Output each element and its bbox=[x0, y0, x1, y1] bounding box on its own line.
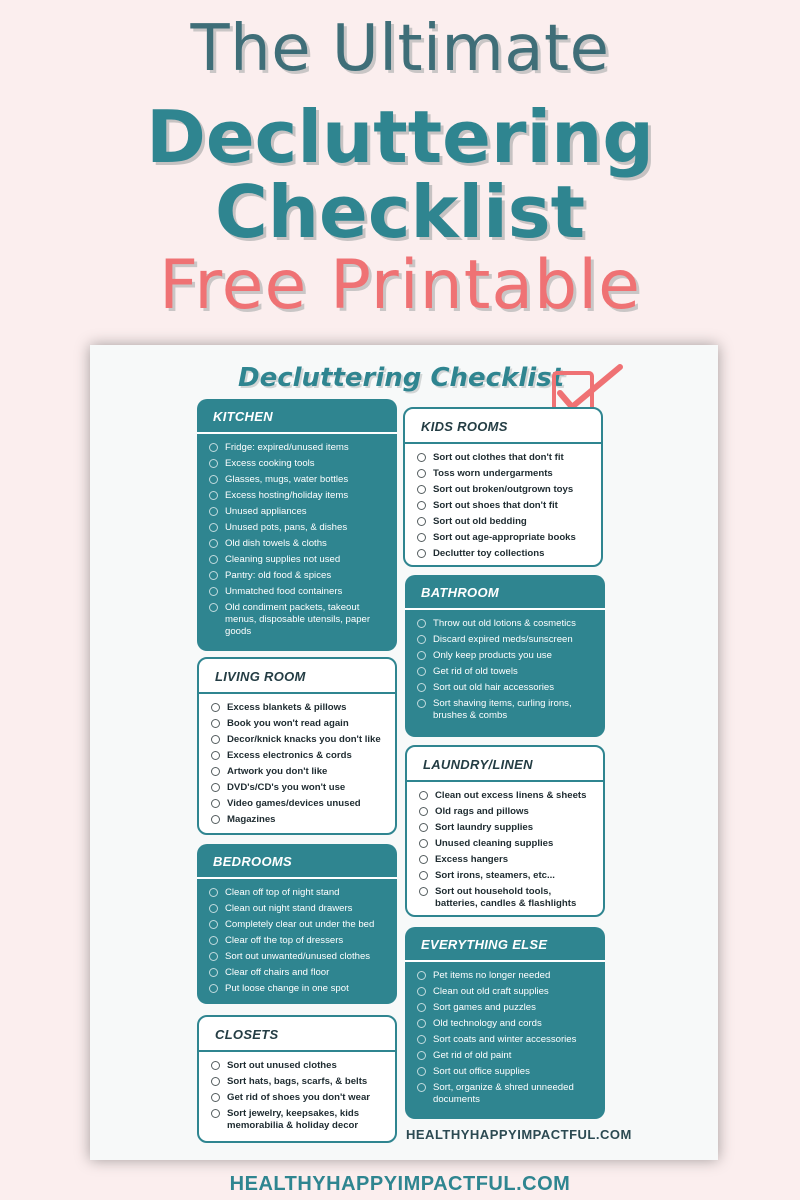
section-laundry-linen bbox=[405, 745, 605, 917]
checklist-item-label: Sort out household tools, batteries, candles & flashlights bbox=[435, 886, 577, 909]
checkbox[interactable] bbox=[417, 1019, 426, 1028]
checkbox[interactable] bbox=[211, 1093, 220, 1102]
checklist bbox=[199, 694, 395, 826]
section-everything-else bbox=[405, 927, 605, 1119]
checkbox[interactable] bbox=[211, 1109, 220, 1118]
checkbox[interactable] bbox=[417, 1003, 426, 1012]
section-heading: KIDS ROOMS bbox=[405, 409, 601, 444]
checklist-item bbox=[417, 516, 593, 528]
checklist-item bbox=[209, 554, 389, 566]
checklist-item bbox=[417, 698, 597, 722]
checkbox[interactable] bbox=[211, 799, 220, 808]
checklist-item-label: Unused appliances bbox=[225, 506, 307, 517]
checklist-item bbox=[209, 474, 389, 486]
checklist-item-label: Old technology and cords bbox=[433, 1018, 542, 1029]
checkbox[interactable] bbox=[419, 887, 428, 896]
checkbox[interactable] bbox=[209, 984, 218, 993]
checkbox[interactable] bbox=[417, 485, 426, 494]
checklist-item-label: Sort out unused clothes bbox=[227, 1060, 337, 1071]
checkbox[interactable] bbox=[419, 823, 428, 832]
checklist-item-label: Unused cleaning supplies bbox=[435, 838, 554, 849]
checklist-item-label: Clean off top of night stand bbox=[225, 887, 340, 898]
checklist-item bbox=[211, 750, 387, 762]
checklist-item bbox=[209, 522, 389, 534]
checklist bbox=[197, 879, 397, 995]
section-kitchen bbox=[197, 399, 397, 651]
checkbox[interactable] bbox=[417, 619, 426, 628]
checkbox[interactable] bbox=[417, 635, 426, 644]
checklist-item bbox=[209, 967, 389, 979]
checklist-item-label: Magazines bbox=[227, 814, 276, 825]
checkbox[interactable] bbox=[419, 807, 428, 816]
checkbox[interactable] bbox=[211, 751, 220, 760]
checklist-item-label: Sort laundry supplies bbox=[435, 822, 534, 833]
checklist bbox=[197, 434, 397, 638]
checklist-item bbox=[417, 1034, 597, 1046]
checkbox[interactable] bbox=[417, 1035, 426, 1044]
checklist-item-label: Get rid of old paint bbox=[433, 1050, 512, 1061]
checklist bbox=[405, 962, 605, 1106]
checkbox[interactable] bbox=[417, 469, 426, 478]
checkbox[interactable] bbox=[209, 475, 218, 484]
checkbox[interactable] bbox=[417, 533, 426, 542]
section-living-room bbox=[197, 657, 397, 835]
checklist-item bbox=[211, 734, 387, 746]
checkbox[interactable] bbox=[417, 667, 426, 676]
checklist-item-label: Sort out age-appropriate books bbox=[433, 532, 576, 543]
checklist-item-label: Sort shaving items, curling irons, brushes & combs bbox=[433, 698, 572, 721]
title-line-3: Checklist bbox=[214, 170, 586, 254]
checkbox[interactable] bbox=[417, 987, 426, 996]
checklist-item-label: Toss worn undergarments bbox=[433, 468, 553, 479]
checklist-item bbox=[209, 951, 389, 963]
checklist-item-label: Clear off chairs and floor bbox=[225, 967, 330, 978]
checkbox[interactable] bbox=[417, 453, 426, 462]
checklist-item-label: Fridge: expired/unused items bbox=[225, 442, 349, 453]
checklist-item-label: Sort games and puzzles bbox=[433, 1002, 536, 1013]
checklist-item-label: Clean out excess linens & sheets bbox=[435, 790, 587, 801]
section-bathroom bbox=[405, 575, 605, 737]
checklist-item bbox=[419, 806, 595, 818]
checkbox[interactable] bbox=[417, 683, 426, 692]
checkbox[interactable] bbox=[417, 971, 426, 980]
checklist-item-label: Completely clear out under the bed bbox=[225, 919, 375, 930]
checkbox[interactable] bbox=[209, 491, 218, 500]
checkbox[interactable] bbox=[417, 1083, 426, 1092]
checklist-item-label: Discard expired meds/sunscreen bbox=[433, 634, 573, 645]
sheet-footer-url: HEALTHYHAPPYIMPACTFUL.COM bbox=[406, 1127, 632, 1142]
checkbox[interactable] bbox=[417, 1051, 426, 1060]
checklist-item bbox=[209, 490, 389, 502]
checkbox[interactable] bbox=[417, 501, 426, 510]
checkbox[interactable] bbox=[209, 523, 218, 532]
checklist-item bbox=[417, 682, 597, 694]
checklist-item bbox=[211, 766, 387, 778]
checklist-item bbox=[417, 1082, 597, 1106]
section-heading: BATHROOM bbox=[405, 575, 605, 610]
title-line-4: Free Printable bbox=[159, 246, 641, 325]
checklist bbox=[405, 610, 605, 722]
checklist-item bbox=[209, 538, 389, 550]
section-heading: BEDROOMS bbox=[197, 844, 397, 879]
checklist-item-label: Artwork you don't like bbox=[227, 766, 328, 777]
checkbox[interactable] bbox=[209, 603, 218, 612]
title-line-2: Decluttering bbox=[146, 95, 654, 179]
checklist-item-label: Excess hangers bbox=[435, 854, 509, 865]
checkbox[interactable] bbox=[211, 815, 220, 824]
checkbox[interactable] bbox=[417, 549, 426, 558]
checkbox[interactable] bbox=[209, 459, 218, 468]
checklist-item-label: Old dish towels & cloths bbox=[225, 538, 327, 549]
checklist-item bbox=[419, 822, 595, 834]
checkbox[interactable] bbox=[209, 888, 218, 897]
checkbox[interactable] bbox=[211, 1061, 220, 1070]
checklist-item bbox=[417, 1018, 597, 1030]
checklist-item bbox=[417, 1066, 597, 1078]
section-heading: CLOSETS bbox=[199, 1017, 395, 1052]
checklist-item bbox=[417, 986, 597, 998]
checklist-item bbox=[209, 570, 389, 582]
checklist-item bbox=[209, 919, 389, 931]
checklist-sheet bbox=[90, 345, 718, 1160]
checklist-item bbox=[211, 1060, 387, 1072]
checklist-item bbox=[417, 500, 593, 512]
checklist-item bbox=[211, 1076, 387, 1088]
checklist-item-label: Put loose change in one spot bbox=[225, 983, 349, 994]
checklist-item-label: Excess hosting/holiday items bbox=[225, 490, 349, 501]
checklist-item bbox=[417, 1050, 597, 1062]
checklist-item bbox=[417, 548, 593, 560]
checklist-item bbox=[209, 983, 389, 995]
checkbox[interactable] bbox=[209, 920, 218, 929]
checklist-item-label: Sort irons, steamers, etc... bbox=[435, 870, 555, 881]
checklist-item-label: Sort, organize & shred unneeded documents bbox=[433, 1082, 574, 1105]
checklist-item bbox=[209, 887, 389, 899]
checkbox[interactable] bbox=[209, 904, 218, 913]
checklist-item bbox=[419, 870, 595, 882]
checklist-item bbox=[209, 903, 389, 915]
checkbox[interactable] bbox=[419, 791, 428, 800]
checkbox[interactable] bbox=[209, 571, 218, 580]
checklist-item-label: Pantry: old food & spices bbox=[225, 570, 332, 581]
checkbox[interactable] bbox=[209, 968, 218, 977]
checklist-item bbox=[211, 718, 387, 730]
checklist-item bbox=[417, 1002, 597, 1014]
checklist-item-label: Old condiment packets, takeout menus, disposable utensils, paper goods bbox=[225, 602, 371, 637]
checklist-item bbox=[417, 484, 593, 496]
checkbox[interactable] bbox=[211, 719, 220, 728]
checklist-item bbox=[209, 442, 389, 454]
checkbox[interactable] bbox=[211, 783, 220, 792]
title-line-1: The Ultimate bbox=[190, 12, 610, 86]
checklist-item-label: Cleaning supplies not used bbox=[225, 554, 341, 565]
checklist-item bbox=[211, 1108, 387, 1132]
checkbox[interactable] bbox=[211, 1077, 220, 1086]
checklist-item bbox=[209, 458, 389, 470]
checklist-item bbox=[419, 854, 595, 866]
checklist-item-label: Sort coats and winter accessories bbox=[433, 1034, 577, 1045]
checklist-item bbox=[417, 532, 593, 544]
checklist-item-label: Sort out office supplies bbox=[433, 1066, 530, 1077]
checklist-item-label: Decor/knick knacks you don't like bbox=[227, 734, 381, 745]
checkbox[interactable] bbox=[417, 1067, 426, 1076]
checklist-item-label: Sort jewelry, keepsakes, kids memorabilia & holiday decor bbox=[227, 1108, 360, 1131]
checklist-item-label: Sort out old bedding bbox=[433, 516, 527, 527]
checklist-item bbox=[211, 1092, 387, 1104]
section-heading: LIVING ROOM bbox=[199, 659, 395, 694]
footer-url: HEALTHYHAPPYIMPACTFUL.COM bbox=[229, 1173, 571, 1195]
checklist-item bbox=[209, 935, 389, 947]
checklist-item-label: Only keep products you use bbox=[433, 650, 552, 661]
section-closets bbox=[197, 1015, 397, 1143]
checklist-item-label: Excess cooking tools bbox=[225, 458, 315, 469]
checkbox[interactable] bbox=[209, 555, 218, 564]
checklist bbox=[407, 782, 603, 910]
checkbox[interactable] bbox=[209, 587, 218, 596]
checkbox[interactable] bbox=[417, 651, 426, 660]
checkbox[interactable] bbox=[419, 871, 428, 880]
checklist-item bbox=[417, 618, 597, 630]
checklist-item-label: Book you won't read again bbox=[227, 718, 349, 729]
checklist-item-label: Glasses, mugs, water bottles bbox=[225, 474, 349, 485]
checklist-item-label: Excess blankets & pillows bbox=[227, 702, 347, 713]
checklist-item bbox=[211, 798, 387, 810]
section-heading: KITCHEN bbox=[197, 399, 397, 434]
checklist-item-label: Old rags and pillows bbox=[435, 806, 529, 817]
checkbox[interactable] bbox=[209, 936, 218, 945]
checklist-item bbox=[417, 468, 593, 480]
checklist-item-label: Clean out old craft supplies bbox=[433, 986, 549, 997]
checklist-item-label: Sort out broken/outgrown toys bbox=[433, 484, 574, 495]
section-heading: LAUNDRY/LINEN bbox=[407, 747, 603, 782]
checklist-item bbox=[417, 452, 593, 464]
checklist-item bbox=[209, 602, 389, 638]
checklist-item-label: Video games/devices unused bbox=[227, 798, 361, 809]
checklist bbox=[199, 1052, 395, 1132]
checklist-item bbox=[419, 790, 595, 802]
checklist-item bbox=[209, 506, 389, 518]
checklist-item bbox=[211, 814, 387, 826]
checkbox[interactable] bbox=[209, 952, 218, 961]
checkbox[interactable] bbox=[419, 855, 428, 864]
section-bedrooms bbox=[197, 844, 397, 1004]
checklist-item bbox=[419, 886, 595, 910]
checklist-item bbox=[209, 586, 389, 598]
checklist-item bbox=[211, 702, 387, 714]
checkbox[interactable] bbox=[417, 699, 426, 708]
checklist-item-label: Clear off the top of dressers bbox=[225, 935, 344, 946]
section-kids-rooms bbox=[403, 407, 603, 567]
checklist-item bbox=[417, 634, 597, 646]
checklist-item-label: Clean out night stand drawers bbox=[225, 903, 353, 914]
checkbox[interactable] bbox=[211, 767, 220, 776]
checklist-item-label: Sort out old hair accessories bbox=[433, 682, 555, 693]
checkbox[interactable] bbox=[211, 735, 220, 744]
checklist-item-label: Excess electronics & cords bbox=[227, 750, 352, 761]
checklist-item-label: Sort out clothes that don't fit bbox=[433, 452, 564, 463]
checklist-item-label: Get rid of shoes you don't wear bbox=[227, 1092, 371, 1103]
checklist-item-label: Sort out shoes that don't fit bbox=[433, 500, 558, 511]
checklist-item bbox=[417, 666, 597, 678]
checklist-item-label: Sort hats, bags, scarfs, & belts bbox=[227, 1076, 368, 1087]
checklist-item bbox=[417, 650, 597, 662]
checklist bbox=[405, 444, 601, 560]
checklist-item-label: DVD's/CD's you won't use bbox=[227, 782, 346, 793]
checklist-item bbox=[419, 838, 595, 850]
checklist-item bbox=[417, 970, 597, 982]
checklist-item-label: Declutter toy collections bbox=[433, 548, 545, 559]
checkbox[interactable] bbox=[417, 517, 426, 526]
checkbox[interactable] bbox=[209, 507, 218, 516]
checkbox[interactable] bbox=[419, 839, 428, 848]
checkbox[interactable] bbox=[209, 539, 218, 548]
checkbox[interactable] bbox=[209, 443, 218, 452]
checkbox[interactable] bbox=[211, 703, 220, 712]
sheet-title: Decluttering Checklist bbox=[238, 363, 565, 393]
checklist-item-label: Get rid of old towels bbox=[433, 666, 518, 677]
section-heading: EVERYTHING ELSE bbox=[405, 927, 605, 962]
checklist-item-label: Throw out old lotions & cosmetics bbox=[433, 618, 576, 629]
checklist-item bbox=[211, 782, 387, 794]
checklist-item-label: Unused pots, pans, & dishes bbox=[225, 522, 348, 533]
checklist-item-label: Sort out unwanted/unused clothes bbox=[225, 951, 371, 962]
checklist-item-label: Unmatched food containers bbox=[225, 586, 343, 597]
checklist-item-label: Pet items no longer needed bbox=[433, 970, 551, 981]
